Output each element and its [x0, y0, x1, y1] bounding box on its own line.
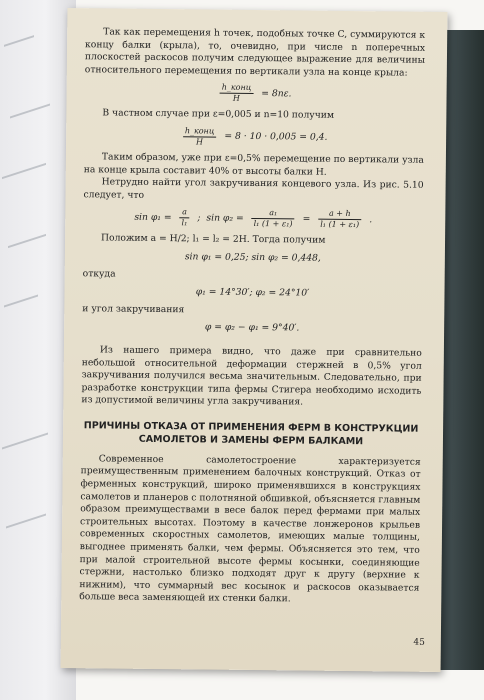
equation-2: [84, 125, 424, 150]
fraction-denominator: H: [195, 137, 204, 147]
paragraph: Таким образом, уже при ε=0,5% перемещение по вертикали узла на конце крыла составит 40% от высоты балки H.: [83, 151, 424, 178]
fraction-numerator: a + h: [318, 209, 361, 220]
equals-sign: =: [302, 213, 311, 225]
fraction-numerator: a: [180, 208, 190, 219]
equation-6: φ = φ₂ − φ₁ = 9°40′.: [204, 321, 300, 334]
left-page-mark: [4, 35, 34, 47]
equation-3: [83, 207, 423, 232]
fraction: [179, 208, 189, 229]
page-number: 45: [413, 637, 425, 648]
fraction: [318, 209, 361, 230]
separator: ;: [197, 211, 201, 223]
fraction-denominator: H: [232, 94, 240, 104]
equation-4: sin φ₁ = 0,25; sin φ₂ = 0,448,: [184, 251, 321, 264]
equation-lhs: sin φ₂ =: [206, 212, 244, 224]
equation-rhs: = 8 · 10 · 0,005 = 0,4.: [224, 130, 328, 143]
fraction-numerator: h_конц: [183, 126, 217, 137]
text-line: и угол закручивания: [82, 302, 185, 315]
fraction: [252, 208, 295, 229]
section-heading: ПРИЧИНЫ ОТКАЗА ОТ ПРИМЕНЕНИЯ ФЕРМ В КОНСТРУКЦИИ САМОЛЕТОВ И ЗАМЕНЫ ФЕРМ БАЛКАМИ: [83, 420, 419, 448]
fraction-numerator: a₁: [252, 208, 295, 219]
book-page: [61, 8, 448, 672]
left-page-mark: [6, 514, 46, 529]
fraction: [220, 83, 254, 104]
paragraph: Так как перемещения h точек, подобных точке C, суммируются к концу балки (крыла), то, очевидно, при числе n поперечных плоскостей раскосов получим следующее выражение для величины относительного перемещения по вертикали узла на конце крыла:: [84, 26, 426, 79]
equation-lhs: sin φ₁ =: [134, 211, 172, 223]
page-content: [79, 26, 425, 608]
paragraph: Нетрудно найти угол закручивания концевого узла. Из рис. 5.10 следует, что: [83, 176, 424, 201]
text-line: откуда: [82, 267, 116, 280]
left-page-mark: [10, 104, 50, 119]
paragraph: Из нашего примера видно, что даже при сравнительно небольшой относительной деформации стержней в 0,5% угол закручивания получился весьма значительным. Следовательно, при разработке конструкции типа фермы Стигера необходимо исходить из допустимой величины угла закручивания.: [81, 344, 422, 408]
equation-5: φ₁ = 14°30′; φ₂ = 24°10′: [195, 286, 310, 299]
left-page-mark: [8, 234, 46, 248]
text-line: Положим a = H/2; l₁ = l₂ = 2H. Тогда получим: [100, 232, 326, 247]
period: .: [369, 213, 373, 225]
equation-1: [84, 82, 424, 107]
fraction-denominator: l₁: [181, 218, 188, 228]
fraction-numerator: h_конц: [220, 83, 254, 94]
left-page-mark: [2, 433, 48, 450]
equation-rhs: = 8nε.: [261, 87, 292, 99]
fraction-denominator: l₁ (1 + ε₁): [320, 220, 360, 230]
fraction: [183, 126, 217, 147]
paragraph: Современное самолетостроение характеризуется преимущественным применением балочных конструкций. Отказ от ферменных конструкций, широко применявшихся в конструкциях самолетов и планеров с полотняной обшивкой, объясняется главным образом преимуществами в весе балок перед фермами при малых строительных высотах. Поэтому в качестве лонжеронов крыльев современных скоростных самолетов, имеющих малые толщины, выгоднее применять балки, чем фермы. Объясняется это тем, что при малой строительной высоте фермы косынки, соединяющие стержни, настолько близко подходят друг к другу (верхние к нижним), что суммарный вес косынок и раскосов оказывается больше веса заменяющей их стенки балки.: [79, 453, 421, 605]
left-page-mark: [4, 294, 38, 307]
left-page-mark: [2, 163, 46, 179]
fraction-denominator: l₁ (1 + ε₁): [253, 219, 293, 229]
text-line: В частном случае при ε=0,005 и n=10 получим: [102, 107, 335, 122]
